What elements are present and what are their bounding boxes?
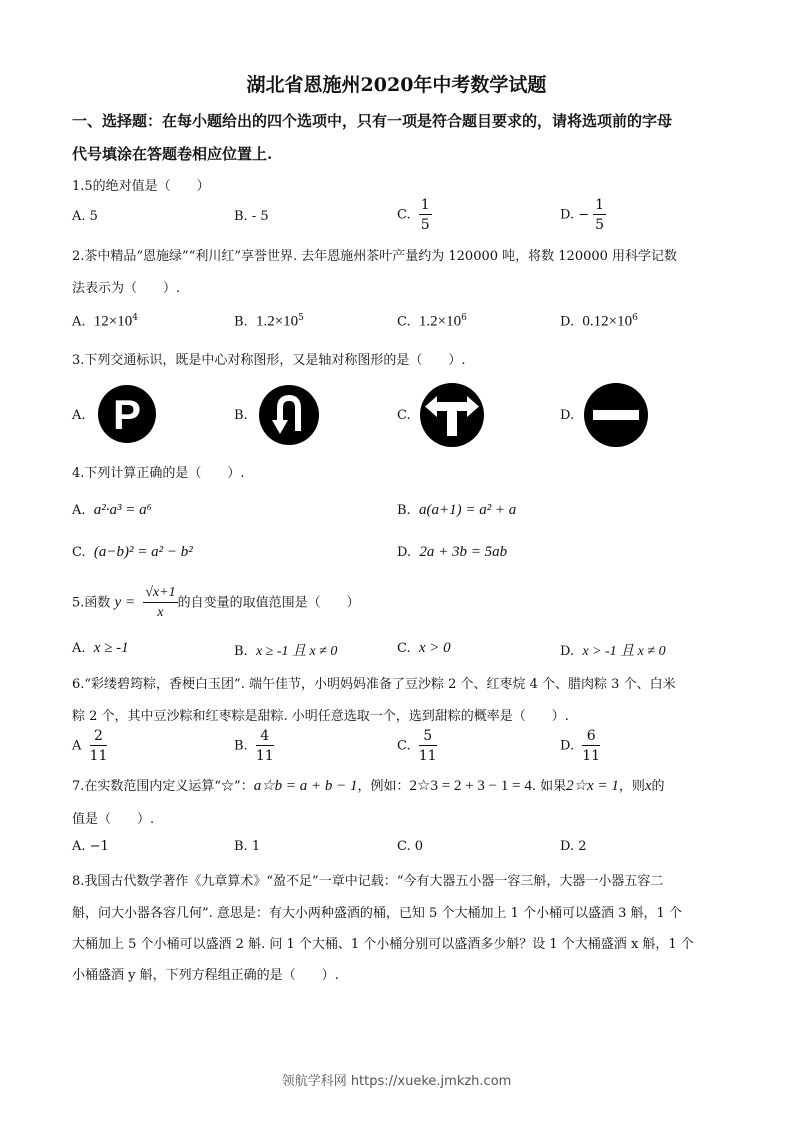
q7-option-d: D. 2 (560, 839, 587, 854)
q6-option-b: B. $\frac{4}{11}$ (234, 728, 274, 764)
q5-option-b: B. x ≥ -1 且 x ≠ 0 (234, 644, 338, 659)
question-7-line2: 值是（ ）. (72, 812, 155, 827)
q6-option-c: C. $\frac{5}{11}$ (397, 728, 437, 764)
q5-function-fraction: $\frac{√x+1}{x}$ (145, 585, 176, 620)
q4-option-d: D. 2a + 3b = 5ab (397, 544, 508, 560)
q3-option-b-label: B. (234, 408, 248, 423)
parking-sign-letter: P (112, 391, 142, 438)
u-turn-sign-icon (258, 384, 320, 446)
footer-watermark[interactable]: 领航学科网 https://xueke.jmkzh.com (281, 1074, 512, 1089)
question-3-stem: 3.下列交通标识，既是中心对称图形，又是轴对称图形的是（ ）. (72, 353, 466, 368)
parking-sign-icon (97, 384, 157, 444)
q1-option-c (397, 198, 432, 232)
question-6-line2: 粽 2 个，其中豆沙粽和红枣粽是甜粽. 小明任意选取一个，选到甜粽的概率是（ ）. (72, 709, 569, 724)
q7-option-b: B. 1 (234, 839, 261, 854)
q6-option-a: A $\frac{2}{11}$ (72, 728, 108, 764)
section-heading-line1: 一、选择题：在每小题给出的四个选项中，只有一项是符合题目要求的，请将选项前的字母 (72, 112, 673, 130)
question-8-line1: 8.我国古代数学著作《九章算术》“盈不足”一章中记载：“今有大器五小器一容三斛，大器一小器五容二 (72, 874, 664, 889)
q7-option-a: A. −1 (72, 839, 109, 854)
question-2-line2: 法表示为（ ）. (72, 281, 181, 296)
question-1-stem: 1.5的绝对值是（ ） (72, 179, 210, 194)
no-entry-sign-icon (583, 382, 649, 448)
question-2-line1: 2.茶中精品“恩施绿”“利川红”享誉世界. 去年恩施州茶叶产量约为 120000 吨，将数 120000 用科学记数 (72, 249, 678, 264)
question-8-line3: 大桶加上 5 个小桶可以盛酒 2 斛. 问 1 个大桶、1 个小桶分别可以盛酒多少斛？设 1 个大桶盛酒 x 斛，1 个 (72, 937, 694, 952)
section-heading-line2: 代号填涂在答题卷相应位置上. (72, 145, 273, 163)
q5-option-c: C. x > 0 (397, 640, 451, 656)
q1-option-d-fraction: $\frac{1}{5}$ (595, 197, 605, 233)
q5-option-a: A. x ≥ -1 (72, 640, 129, 656)
q4-option-b: B. a(a+1) = a² + a (397, 502, 517, 518)
q1-option-c-fraction: $\frac{1}{5}$ (420, 197, 430, 233)
question-4-stem: 4.下列计算正确的是（ ）. (72, 466, 245, 481)
q1-option-b: B. - 5 (234, 209, 269, 224)
q2-option-c: C. $1.2\times 10^6$ (397, 313, 467, 330)
q3-option-c-label: C. (397, 408, 411, 423)
q1-option-c-label: C. (397, 207, 411, 223)
question-8-line2: 斛，问大小器各容几何”. 意思是：有大小两种盛酒的桶，已知 5 个大桶加上 1 个小桶可以盛酒 3 斛，1 个 (72, 906, 682, 921)
q7-option-c: C. 0 (397, 839, 424, 854)
q1-option-a: A. 5 (72, 209, 98, 224)
q1-option-d-label: D. (560, 207, 575, 223)
q2-option-d: D. $0.12\times 10^6$ (560, 313, 638, 330)
q2-option-b: B. $1.2\times 10^5$ (234, 313, 304, 330)
q1-option-d-sign: − (578, 207, 590, 223)
q4-option-c: C. (a−b)² = a² − b² (72, 544, 193, 560)
q3-option-d-label: D. (560, 408, 575, 423)
q1-option-d (560, 198, 606, 232)
question-8-line4: 小桶盛酒 y 斛，下列方程组正确的是（ ）. (72, 968, 339, 983)
q6-option-d: D. $\frac{6}{11}$ (560, 728, 601, 764)
q2-option-a: A. $12\times 10^4$ (72, 313, 138, 330)
q5-option-d: D. x > -1 且 x ≠ 0 (560, 644, 666, 659)
q3-option-a-label: A. (72, 408, 86, 423)
question-7-line1: 7.在实数范围内定义运算“☆”：a☆b = a + b − 1，例如：2☆3 = 2 + 3 − 1 = 4. 如果2☆x = 1，则x的 (72, 778, 665, 794)
q4-option-a: A. a²·a³ = a⁶ (72, 502, 152, 518)
page-title: 湖北省恩施州2020年中考数学试题 (246, 74, 547, 96)
question-5-stem: 5.函数 y = $\frac{√x+1}{x}$ 的自变量的取值范围是（ ） (72, 585, 360, 620)
question-6-line1: 6.“彩缕碧筠粽，香梗白玉团”. 端午佳节，小明妈妈准备了豆沙粽 2 个、红枣烷 4 个、腊肉粽 3 个、白米 (72, 677, 676, 692)
turn-left-right-sign-icon (419, 382, 485, 448)
